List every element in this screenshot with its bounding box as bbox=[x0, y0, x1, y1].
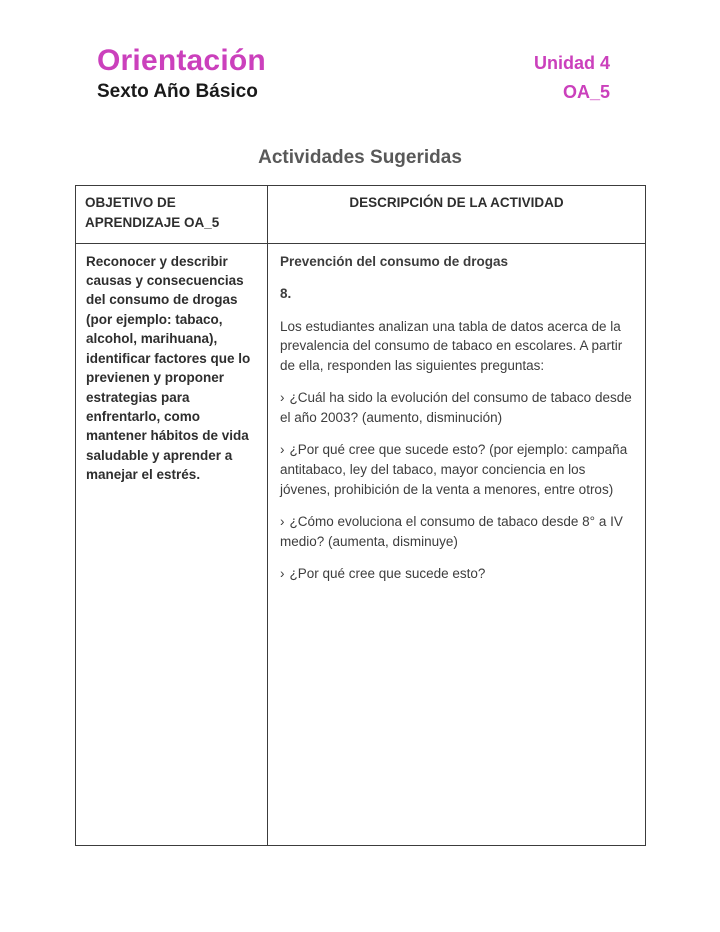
table-header-row bbox=[76, 186, 646, 244]
subject-title: Orientación bbox=[97, 44, 266, 77]
column-header-objective: OBJETIVO DE APRENDIZAJE OA_5 bbox=[76, 186, 268, 244]
list-bullet: › bbox=[280, 566, 285, 582]
table-body-row bbox=[76, 243, 646, 845]
header-left-block bbox=[97, 44, 266, 103]
activity-intro: Los estudiantes analizan una tabla de datos acerca de la prevalencia del consumo de tabaco en escolares. A partir de ella, responden las siguientes preguntas: bbox=[280, 318, 623, 373]
question-item bbox=[280, 564, 633, 584]
unit-label: Unidad 4 bbox=[533, 53, 610, 73]
description-cell bbox=[268, 243, 646, 845]
column-header-description: DESCRIPCIÓN DE LA ACTIVIDAD bbox=[268, 186, 646, 244]
page-title: Actividades Sugeridas bbox=[258, 147, 462, 168]
document-header bbox=[97, 44, 610, 103]
activity-heading: Prevención del consumo de drogas bbox=[280, 253, 509, 269]
oa-label: OA_5 bbox=[562, 81, 610, 102]
grade-subtitle: Sexto Año Básico bbox=[97, 81, 258, 102]
header-right-block bbox=[534, 44, 610, 103]
list-bullet: › bbox=[280, 514, 285, 530]
list-bullet: › bbox=[280, 442, 285, 458]
question-text: ¿Por qué cree que sucede esto? (por ejemplo: campaña antitabaco, ley del tabaco, mayor conciencia en los jóvenes, prohibición de la venta a menores, entre otros) bbox=[280, 442, 628, 497]
question-text: ¿Por qué cree que sucede esto? bbox=[289, 566, 486, 582]
objective-cell bbox=[76, 243, 268, 845]
activity-number: 8. bbox=[280, 286, 292, 302]
question-item bbox=[280, 388, 633, 427]
list-bullet: › bbox=[280, 390, 285, 406]
question-text: ¿Cuál ha sido la evolución del consumo de tabaco desde el año 2003? (aumento, disminución) bbox=[280, 390, 632, 425]
objective-text: Reconocer y describir causas y consecuencias del consumo de drogas (por ejemplo: tabaco, alcohol, marihuana), identificar factores que lo previenen y proponer estrategias para enfrentarlo, como mantener hábitos de vida saludable y aprender a manejar el estrés. bbox=[86, 253, 251, 483]
activities-table bbox=[75, 185, 646, 846]
question-item bbox=[280, 512, 633, 551]
question-item bbox=[280, 440, 633, 499]
question-text: ¿Cómo evoluciona el consumo de tabaco desde 8° a IV medio? (aumenta, disminuye) bbox=[280, 514, 623, 549]
